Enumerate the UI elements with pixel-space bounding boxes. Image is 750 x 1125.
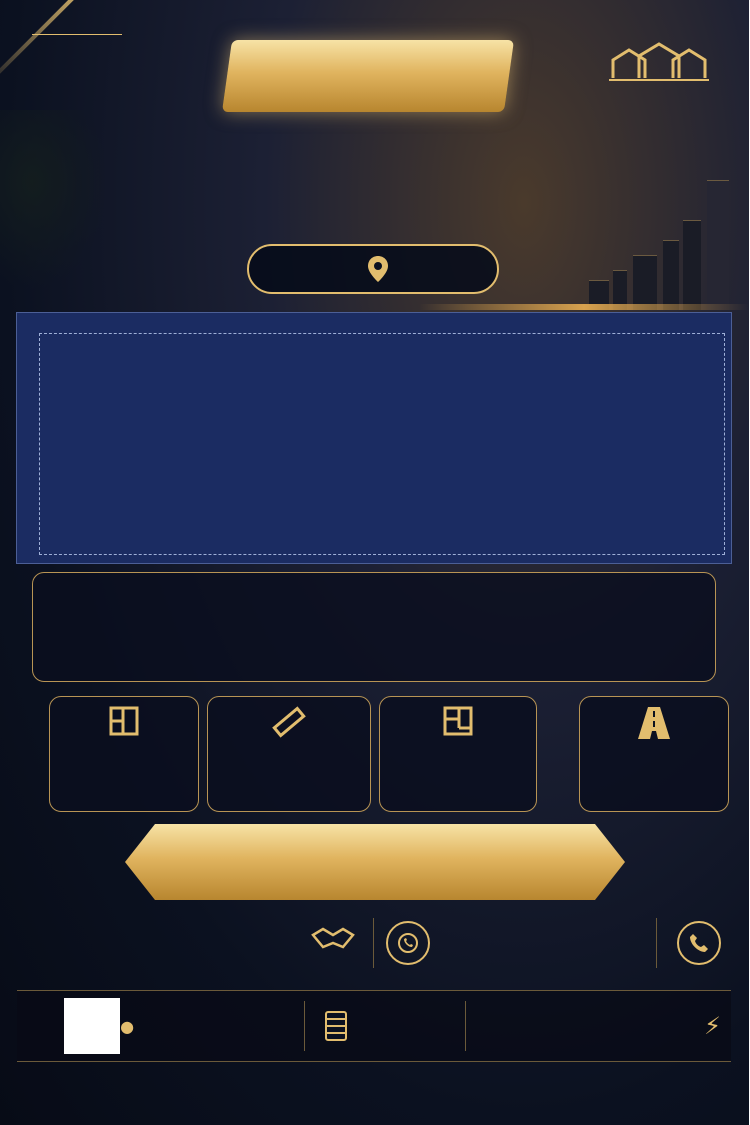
street-card [580,696,730,812]
lightning-icon: ⚡ [705,1012,722,1040]
document-icon [326,1011,348,1041]
floorplan-icon [441,705,477,741]
plot-number-card [380,696,538,812]
phone-icon[interactable] [678,921,722,965]
services-panel [33,572,717,682]
whatsapp-icon[interactable] [387,921,431,965]
road-icon [637,705,673,741]
plot-map [17,312,733,564]
palm-silhouette [0,110,110,290]
building-logo-icon [610,38,710,84]
ruler-icon [272,705,308,741]
map-pin-icon [368,255,390,283]
map-pin-icon: ● [121,1016,136,1036]
area-card [50,696,200,812]
company-logo [590,38,730,90]
gold-diagonal [0,0,93,95]
handshake-icon [312,925,356,962]
footer-bar [18,990,732,1062]
for-sale-badge [223,40,515,112]
price-banner [126,824,626,900]
dimensions-card [208,696,372,812]
contact-row [18,910,732,976]
floorplan-icon [107,705,143,741]
location-pill [248,244,500,294]
tagline [18,30,138,35]
qr-code[interactable] [65,998,121,1054]
